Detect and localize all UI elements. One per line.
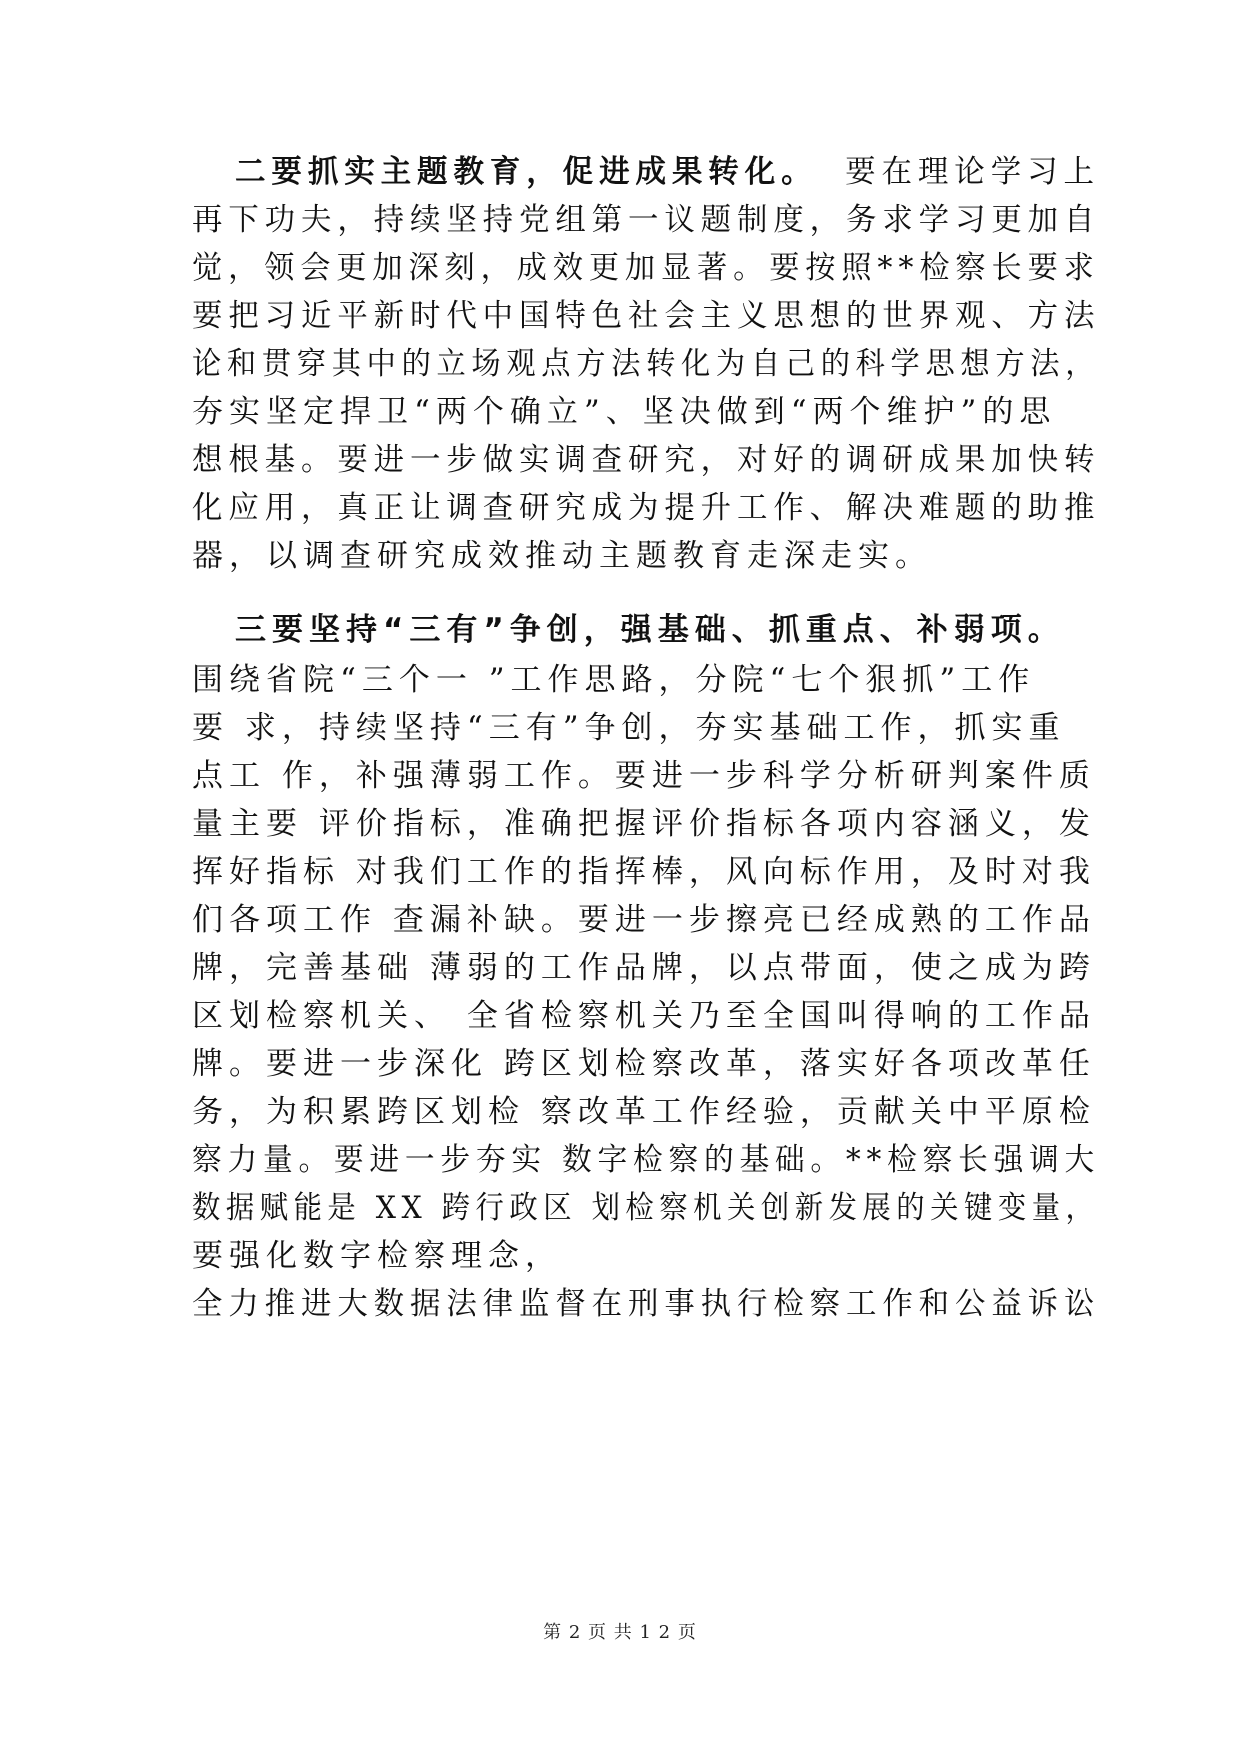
para3-line: 牌。要进一步深化 跨区划检察改革，落实好各项改革任 — [192, 1046, 1096, 1082]
para3-line: 区划检察机关、 全省检察机关乃至全国叫得响的工作品 — [192, 998, 1096, 1034]
page-number-footer: 第 2 页 共 1 2 页 — [543, 1622, 697, 1643]
para3-line: 量主要 评价指标，准确把握评价指标各项内容涵义，发 — [192, 806, 1096, 842]
para2-line: 觉，领会更加深刻，成效更加显著。要按照**检察长要求 — [192, 250, 1100, 286]
para3-heading: 三要坚持“三有”争创，强基础、抓重点、补弱项。 — [235, 612, 1065, 648]
para3-line: 全力推进大数据法律监督在刑事执行检察工作和公益诉讼 — [192, 1286, 1101, 1322]
para2-line: 器，以调查研究成效推动主题教育走深走实。 — [192, 538, 932, 574]
para3-line: 察力量。要进一步夯实 数字检察的基础。**检察长强调大 — [192, 1142, 1101, 1178]
para3-line: 务，为积累跨区划检 察改革工作经验，贡献关中平原检 — [192, 1094, 1096, 1130]
para2-line: 化应用，真正让调查研究成为提升工作、解决难题的助推 — [192, 490, 1101, 526]
para2-first-line — [235, 152, 1100, 192]
para3-line: 数据赋能是 XX 跨行政区 划检察机关创新发展的关键变量， — [192, 1190, 1100, 1226]
para2-line: 再下功夫，持续坚持党组第一议题制度，务求学习更加自 — [192, 202, 1101, 238]
para2-line: 想根基。要进一步做实调查研究，对好的调研成果加快转 — [192, 442, 1101, 478]
para2-first-line-text: 要在理论学习上 — [845, 154, 1100, 190]
para3-line: 们各项工作 查漏补缺。要进一步擦亮已经成熟的工作品 — [192, 902, 1096, 938]
para3-line: 点工 作，补强薄弱工作。要进一步科学分析研判案件质 — [192, 758, 1096, 794]
para2-heading: 二要抓实主题教育，促进成果转化。 — [235, 154, 818, 190]
para2-line: 论和贯穿其中的立场观点方法转化为自己的科学思想方法， — [192, 346, 1101, 382]
para3-line: 挥好指标 对我们工作的指挥棒，风向标作用，及时对我 — [192, 854, 1096, 890]
para3-line: 要 求，持续坚持“三有”争创，夯实基础工作，抓实重 — [192, 710, 1066, 746]
para3-line: 牌，完善基础 薄弱的工作品牌，以点带面，使之成为跨 — [192, 950, 1096, 986]
para3-line: 围绕省院“三个一 ”工作思路，分院“七个狠抓”工作 — [192, 662, 1036, 698]
para2-line: 要把习近平新时代中国特色社会主义思想的世界观、方法 — [192, 298, 1101, 334]
para2-line: 夯实坚定捍卫“两个确立”、坚决做到“两个维护”的思 — [192, 394, 1057, 430]
para3-line: 要强化数字检察理念， — [192, 1238, 562, 1274]
